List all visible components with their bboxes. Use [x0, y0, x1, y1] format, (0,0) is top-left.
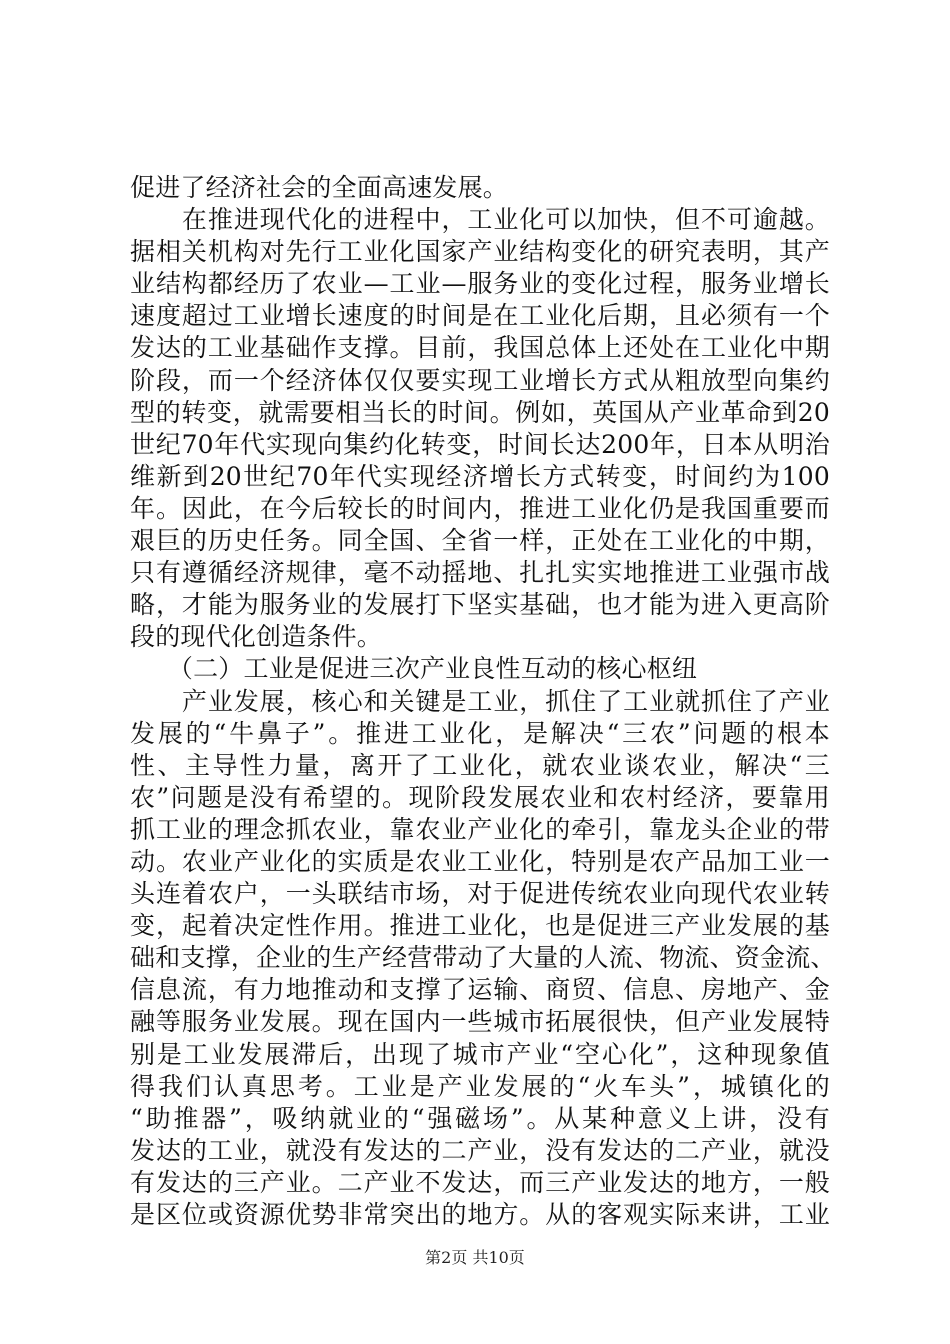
text-line: 段的现代化创造条件。 — [130, 622, 383, 652]
text-line: 型的转变，就需要相当长的时间。例如，英国从产业革命到20 — [130, 397, 830, 427]
text-line: “助推器”，吸纳就业的“强磁场”。从某种意义上讲，没有 — [130, 1103, 830, 1133]
text-line: 信息流，有力地推动和支撑了运输、商贸、信息、房地产、金 — [130, 975, 830, 1005]
text-line: 别是工业发展滞后，出现了城市产业“空心化”，这种现象值 — [130, 1039, 830, 1069]
text-line: 有发达的三产业。二产业不发达，而三产业发达的地方，一般 — [130, 1167, 830, 1197]
text-line: 得我们认真思考。工业是产业发展的“火车头”，城镇化的 — [130, 1071, 830, 1101]
text-line: 维新到20世纪70年代实现经济增长方式转变，时间约为100 — [130, 461, 830, 491]
text-line: 发达的工业基础作支撑。目前，我国总体上还处在工业化中期 — [130, 333, 830, 363]
text-line: 动。农业产业化的实质是农业工业化，特别是农产品加工业一 — [130, 846, 830, 876]
text-line: 速度超过工业增长速度的时间是在工业化后期，且必须有一个 — [130, 301, 830, 331]
text-line: 据相关机构对先行工业化国家产业结构变化的研究表明，其产 — [130, 237, 830, 267]
text-line: 产业发展，核心和关键是工业，抓住了工业就抓住了产业 — [130, 686, 830, 716]
text-line: 抓工业的理念抓农业，靠农业产业化的牵引，靠龙头企业的带 — [130, 814, 830, 844]
text-line: 性、主导性力量，离开了工业化，就农业谈农业，解决“三 — [130, 750, 830, 780]
text-line: 农”问题是没有希望的。现阶段发展农业和农村经济，要靠用 — [130, 782, 830, 812]
text-line: 是区位或资源优势非常突出的地方。从的客观实际来讲，工业 — [130, 1200, 830, 1229]
text-line: 阶段，而一个经济体仅仅要实现工业增长方式从粗放型向集约 — [130, 365, 830, 395]
text-line: 础和支撑，企业的生产经营带动了大量的人流、物流、资金流、 — [130, 943, 836, 973]
text-line: 头连着农户，一头联结市场，对于促进传统农业向现代农业转 — [130, 879, 830, 909]
text-line: 融等服务业发展。现在国内一些城市拓展很快，但产业发展特 — [130, 1007, 830, 1037]
text-line: 促进了经济社会的全面高速发展。 — [130, 173, 509, 202]
text-line: 在推进现代化的进程中，工业化可以加快，但不可逾越。 — [130, 205, 830, 235]
text-line: 世纪70年代实现向集约化转变，时间长达200年，日本从明治 — [130, 429, 830, 459]
text-line: （二）工业是促进三次产业良性互动的核心枢纽 — [130, 654, 698, 684]
text-line: 发达的工业，就没有发达的二产业，没有发达的二产业，就没 — [130, 1135, 830, 1165]
text-line: 年。因此，在今后较长的时间内，推进工业化仍是我国重要而 — [130, 493, 830, 523]
text-line: 业结构都经历了农业—工业—服务业的变化过程，服务业增长 — [130, 269, 830, 299]
text-line: 艰巨的历史任务。同全国、全省一样，正处在工业化的中期， — [130, 526, 830, 556]
text-line: 发展的“牛鼻子”。推进工业化，是解决“三农”问题的根本 — [130, 718, 830, 748]
page-footer: 第2页 共10页 — [425, 1248, 525, 1267]
text-line: 变，起着决定性作用。推进工业化，也是促进三产业发展的基 — [130, 911, 830, 941]
text-line: 只有遵循经济规律，毫不动摇地、扎扎实实地推进工业强市战 — [130, 558, 830, 588]
text-line: 略，才能为服务业的发展打下坚实基础，也才能为进入更高阶 — [130, 590, 830, 620]
body-text — [130, 172, 836, 1231]
